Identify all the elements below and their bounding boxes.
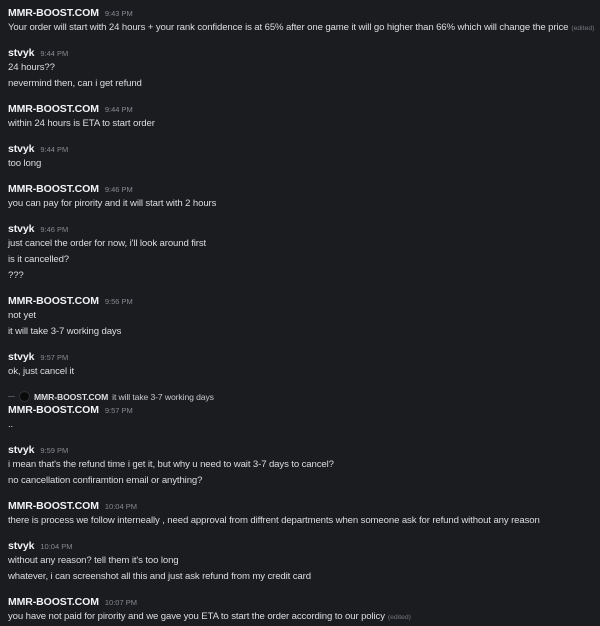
- message-line: [8, 156, 592, 172]
- message-text: ..: [8, 419, 14, 430]
- message-group: [8, 6, 595, 36]
- message-author[interactable]: MMR-BOOST.COM: [8, 404, 99, 416]
- message-text: too long: [8, 158, 42, 169]
- message-timestamp: 9:56 PM: [104, 297, 133, 306]
- message-author[interactable]: stvyk: [8, 223, 35, 235]
- message-timestamp: 9:57 PM: [40, 353, 69, 362]
- message-line: [8, 513, 592, 529]
- message-line: [8, 457, 592, 473]
- message-line: [8, 569, 592, 585]
- message-text: not yet: [8, 310, 36, 321]
- message-timestamp: 9:46 PM: [104, 185, 133, 194]
- message-timestamp: 10:04 PM: [104, 502, 137, 511]
- message-author[interactable]: stvyk: [8, 351, 35, 363]
- message-text: it will take 3-7 working days: [8, 326, 122, 337]
- message-timestamp: 9:44 PM: [40, 49, 69, 58]
- message-header: [8, 46, 592, 60]
- message-text: is it cancelled?: [8, 254, 70, 265]
- message-line: [8, 252, 592, 268]
- edited-badge: (edited): [571, 25, 595, 32]
- message-header: [8, 403, 592, 417]
- message-header: [8, 443, 592, 457]
- message-text: no cancellation confiramtion email or anything?: [8, 475, 203, 486]
- message-group: [8, 350, 592, 380]
- message-line: [8, 76, 592, 92]
- message-group: [8, 182, 592, 212]
- message-timestamp: 9:44 PM: [104, 105, 133, 114]
- message-group: [8, 539, 592, 585]
- message-author[interactable]: stvyk: [8, 444, 35, 456]
- message-group: [8, 294, 592, 340]
- message-line: [8, 553, 592, 569]
- message-line: [8, 116, 592, 132]
- message-text: ???: [8, 270, 24, 281]
- message-group: [8, 390, 592, 433]
- message-header: [8, 142, 592, 156]
- message-group: [8, 46, 592, 92]
- message-header: [8, 350, 592, 364]
- message-timestamp: 9:46 PM: [40, 225, 69, 234]
- message-header: [8, 102, 592, 116]
- message-text: ok, just cancel it: [8, 366, 75, 377]
- message-group: [8, 499, 592, 529]
- message-timestamp: 10:04 PM: [40, 542, 73, 551]
- message-author[interactable]: MMR-BOOST.COM: [8, 7, 99, 19]
- message-line: [8, 236, 592, 252]
- message-author[interactable]: MMR-BOOST.COM: [8, 295, 99, 307]
- message-text: Your order will start with 24 hours + your rank confidence is at 65% after one game it will go higher than 66% which will change the price: [8, 22, 569, 33]
- message-author[interactable]: MMR-BOOST.COM: [8, 500, 99, 512]
- message-text: within 24 hours is ETA to start order: [8, 118, 155, 129]
- message-line: [8, 20, 595, 36]
- reply-spine-icon: [8, 396, 15, 397]
- message-header: [8, 294, 592, 308]
- message-timestamp: 9:57 PM: [104, 406, 133, 415]
- message-line: [8, 308, 592, 324]
- message-line: [8, 324, 592, 340]
- message-text: nevermind then, can i get refund: [8, 78, 142, 89]
- message-line: [8, 268, 592, 284]
- message-timestamp: 9:43 PM: [104, 9, 133, 18]
- message-text: just cancel the order for now, i'll look around first: [8, 238, 207, 249]
- message-text: 24 hours??: [8, 62, 55, 73]
- message-line: [8, 473, 592, 489]
- message-line: [8, 60, 592, 76]
- message-group: [8, 142, 592, 172]
- message-header: [8, 595, 592, 609]
- message-group: [8, 595, 592, 625]
- message-header: [8, 6, 592, 20]
- message-author[interactable]: MMR-BOOST.COM: [8, 103, 99, 115]
- message-text: whatever, i can screenshot all this and just ask refund from my credit card: [8, 571, 311, 582]
- message-line: [8, 417, 592, 433]
- message-timestamp: 9:44 PM: [40, 145, 69, 154]
- message-timestamp: 9:59 PM: [40, 446, 69, 455]
- message-text: you can pay for pirority and it will start with 2 hours: [8, 198, 217, 209]
- reply-avatar: [19, 391, 30, 402]
- reply-preview-text: it will take 3-7 working days: [112, 391, 214, 402]
- message-text: you have not paid for pirority and we gave you ETA to start the order according to our policy: [8, 611, 385, 622]
- message-header: [8, 222, 592, 236]
- message-author[interactable]: stvyk: [8, 143, 35, 155]
- message-header: [8, 499, 592, 513]
- message-group: [8, 222, 592, 284]
- edited-badge: (edited): [387, 614, 411, 621]
- message-group: [8, 102, 592, 132]
- reply-username: MMR-BOOST.COM: [34, 391, 109, 402]
- message-header: [8, 182, 592, 196]
- message-author[interactable]: stvyk: [8, 540, 35, 552]
- message-group: [8, 443, 592, 489]
- message-text: there is process we follow interneally , need approval from diffrent departments when someone ask for refund without any reason: [8, 515, 540, 526]
- message-line: [8, 364, 592, 380]
- reply-reference[interactable]: [8, 390, 592, 403]
- message-header: [8, 539, 592, 553]
- message-author[interactable]: MMR-BOOST.COM: [8, 183, 99, 195]
- message-text: without any reason? tell them it's too long: [8, 555, 179, 566]
- message-text: i mean that's the refund time i get it, but why u need to wait 3-7 days to cancel?: [8, 459, 334, 470]
- message-line: [8, 196, 592, 212]
- message-timestamp: 10:07 PM: [104, 598, 137, 607]
- message-author[interactable]: stvyk: [8, 47, 35, 59]
- message-author[interactable]: MMR-BOOST.COM: [8, 596, 99, 608]
